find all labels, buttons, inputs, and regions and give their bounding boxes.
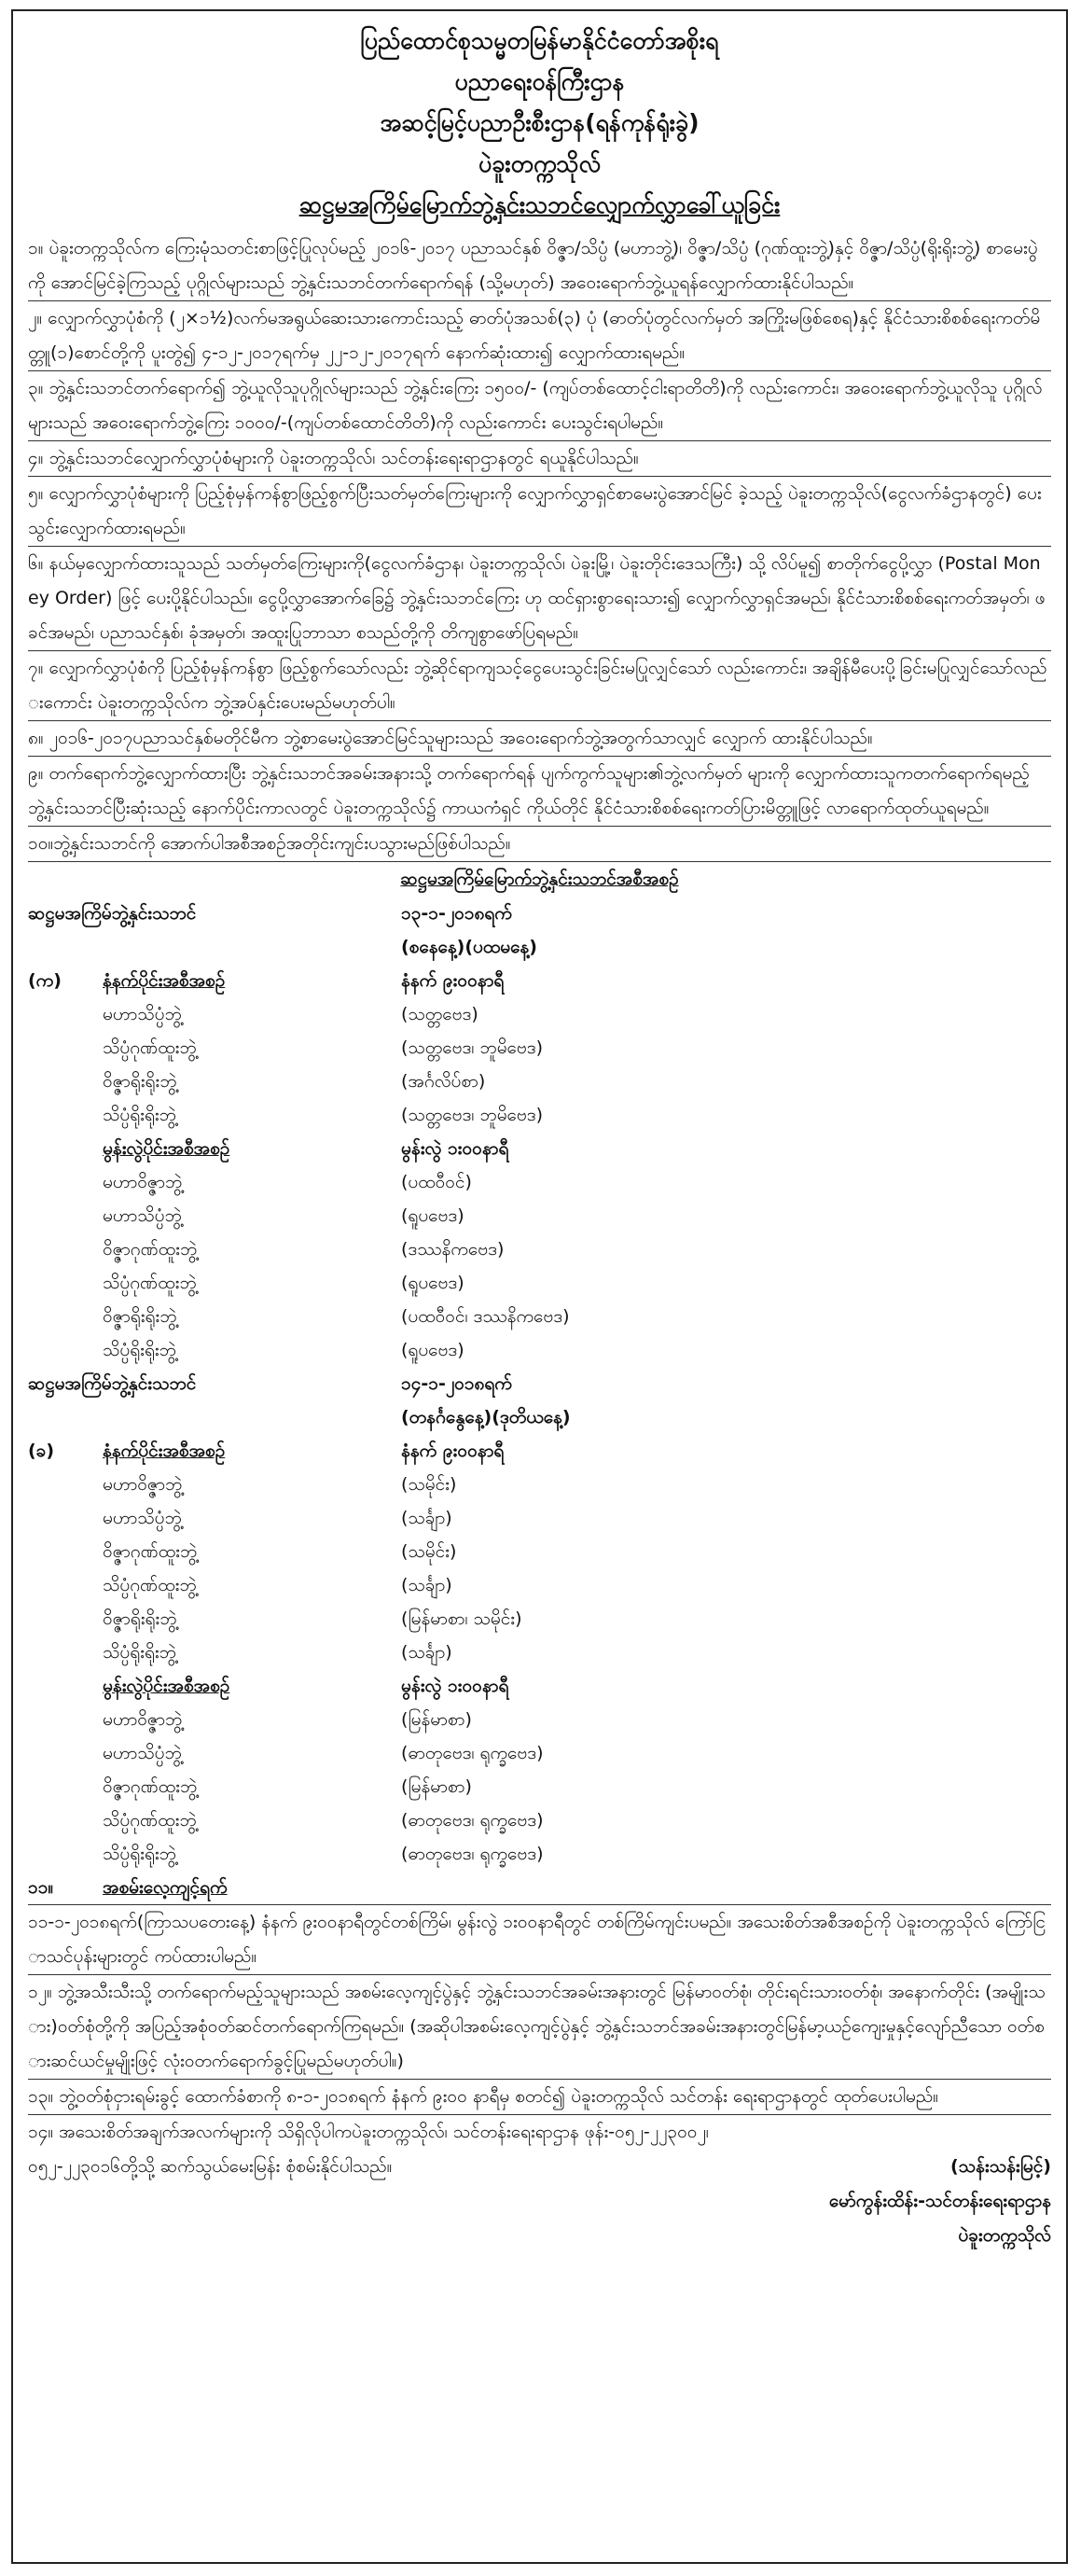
session-time: နံနက် ၉း၀၀နာရီ [401,1441,505,1461]
degree-name: ဝိဇ္ဇာဂုဏ်ထူးဘွဲ့ [103,1239,198,1260]
degree-subject: (အင်္ဂလိပ်စာ) [401,1071,486,1092]
degree-name: သိပ္ပံရိုးရိုးဘွဲ့ [103,1642,176,1663]
degree-row [28,1803,1051,1837]
degree-subject: (မြန်မာစာ) [401,1776,472,1797]
paragraph-7: ၇။ လျှောက်လွှာပုံစံကို ပြည့်စုံမှန်ကန်စွာ ဖြည့်စွက်သော်လည်း ဘွဲ့ဆိုင်ရာကျသင့်ငွေပေးသွင်းခြင်းမပြုလျှင်သော် လည်းကောင်း၊ အချိန်မီပေးပို့ခြင်းမပြုလျှင်သော်လည်းကောင်း ပဲခူးတက္ကသိုလ်က ဘွဲ့အပ်နှင်းပေးမည်မဟုတ်ပါ။ [28,651,1051,721]
degree-subject: (ပထဝီဝင်) [401,1172,472,1192]
notice-page [11,9,1068,2564]
session-name: မွန်းလွဲပိုင်းအစီအစဉ် [103,1138,230,1159]
rehearsal-heading [28,1871,1051,1905]
degree-row [28,1199,1051,1232]
degree-subject: (ရူပဗေဒ) [401,1340,464,1360]
degree-subject: (ရူပဗေဒ) [401,1273,464,1293]
contact-section [28,2115,1051,2184]
day-label: ဆဋ္ဌမအကြိမ်ဘွဲ့နှင်းသဘင် [28,1373,197,1394]
degree-row [28,1468,1051,1501]
degree-row [28,1333,1051,1367]
paragraph-8: ၈။ ၂၀၁၆-၂၀၁၇ပညာသင်နှစ်မတိုင်မီက ဘွဲ့စာမေးပွဲအောင်မြင်သူများသည် အဝေးရောက်ဘွဲ့အတွက်သာလျှင် လျှောက် ထားနိုင်ပါသည်။ [28,721,1051,757]
paragraph-6: ၆။ နယ်မှလျှောက်ထားသူသည် သတ်မှတ်ကြေးများကို(ငွေလက်ခံဌာန၊ ပဲခူးတက္ကသိုလ်၊ ပဲခူးမြို့၊ ပဲခူးတိုင်းဒေသကြီး) သို့ လိပ်မူ၍ စာတိုက်ငွေပို့လွှာ (Postal Money Order) ဖြင့် ပေးပို့နိုင်ပါသည်။ ငွေပို့လွှာအောက်ခြေ၌ ဘွဲ့နှင်းသဘင်ကြေး ဟု ထင်ရှားစွာရေးသား၍ လျှောက်လွှာရှင်အမည်၊ နိုင်ငံသားစိစစ်ရေးကတ်အမှတ်၊ ဖခင်အမည်၊ ပညာသင်နှစ်၊ ခုံအမှတ်၊ အထူးပြုဘာသာ စသည်တို့ကို တိကျစွာဖော်ပြရမည်။ [28,547,1051,651]
degree-row [28,1535,1051,1568]
degree-subject: (ဒဿနိကဗေဒ) [401,1239,505,1260]
session-number [28,1132,103,1165]
degree-subject: (သင်္ချာ) [401,1508,452,1528]
day-weekday: (တနင်္ဂနွေနေ့)(ဒုတိယနေ့) [401,1407,571,1427]
day-weekday: (စနေနေ့)(ပထမနေ့) [401,937,537,957]
degree-subject: (သတ္တဗေဒ) [401,1004,478,1024]
paragraph-list [28,231,1051,862]
schedule-day-2 [28,1367,1051,1400]
degree-row [28,1636,1051,1669]
rehearsal-label: အစမ်းလေ့ကျင့်ရက် [103,1877,228,1898]
degree-subject: (ပထဝီဝင်၊ ဒဿနိကဗေဒ) [401,1306,570,1327]
degree-row [28,1031,1051,1065]
degree-row [28,1065,1051,1098]
schedule-day-2-weekday [28,1400,1051,1434]
session-number: (ခ) [28,1441,55,1461]
paragraph-5: ၅။ လျှောက်လွှာပုံစံများကို ပြည့်စုံမှန်ကန်စွာဖြည့်စွက်ပြီးသတ်မှတ်ကြေးများကို လျှောက်လွှာရှင်စာမေးပွဲအောင်မြင် ခဲ့သည့် ပဲခူးတက္ကသိုလ်(ငွေလက်ခံဌာနတွင်) ပေးသွင်းလျှောက်ထားရမည်။ [28,477,1051,547]
degree-name: မဟာသိပ္ပံဘွဲ့ [103,1004,182,1024]
header-government: ပြည်ထောင်စုသမ္မတမြန်မာနိုင်ငံတော်အစိုးရ [360,27,719,54]
degree-row [28,1568,1051,1602]
degree-name: ဝိဇ္ဇာရိုးရိုးဘွဲ့ [103,1608,177,1629]
schedule [28,862,1051,1871]
degree-subject: (သတ္တဗေဒ၊ ဘူမိဗေဒ) [401,1105,544,1125]
signer-organization: ပဲခူးတက္ကသိုလ် [958,2225,1051,2246]
degree-name: သိပ္ပံရိုးရိုးဘွဲ့ [103,1340,176,1360]
degree-name: မဟာဝိဇ္ဇာဘွဲ့ [103,1474,183,1495]
paragraph-4: ၄။ ဘွဲ့နှင်းသဘင်လျှောက်လွှာပုံစံများကို ပဲခူးတက္ကသိုလ်၊ သင်တန်းရေးရာဌာနတွင် ရယူနိုင်ပါသည်။ [28,441,1051,477]
contact-line-1: ၁၄။ အသေးစိတ်အချက်အလက်များကို သိရှိလိုပါကပဲခူးတက္ကသိုလ်၊ သင်တန်းရေးရာဌာန ဖုန်း-၀၅၂-၂၂၃၀၀၂၊ [28,2122,709,2142]
rehearsal-text: ၁၁-၁-၂၀၁၈ရက်(ကြာသပတေးနေ့) နံနက် ၉း၀၀နာရီတွင်တစ်ကြိမ်၊ မွန်းလွဲ ၁း၀၀နာရီတွင် တစ်ကြိမ်ကျင်းပမည်။ အသေးစိတ်အစီအစဉ်ကို ပဲခူးတက္ကသိုလ် ကြော်ငြာသင်ပုန်းများတွင် ကပ်ထားပါမည်။ [28,1905,1051,1975]
paragraph-3: ၃။ ဘွဲ့နှင်းသဘင်တက်ရောက်၍ ဘွဲ့ယူလိုသူပုဂ္ဂိုလ်များသည် ဘွဲ့နှင်းကြေး ၁၅၀၀/- (ကျပ်တစ်ထောင့်ငါးရာတိတိ)ကို လည်းကောင်း၊ အဝေးရောက်ဘွဲ့ယူလိုသူ ပုဂ္ဂိုလ်များသည် အဝေးရောက်ဘွဲ့ကြေး ၁၀၀၀/-(ကျပ်တစ်ထောင်တိတိ)ကို လည်းကောင်း ပေးသွင်းရပါမည်။ [28,371,1051,441]
session-row [28,1669,1051,1703]
degree-row [28,1165,1051,1199]
degree-name: မဟာသိပ္ပံဘွဲ့ [103,1743,182,1763]
paragraph-1: ၁။ ပဲခူးတက္ကသိုလ်က ကြေးမုံသတင်းစာဖြင့်ပြုလုပ်မည့် ၂၀၁၆-၂၀၁၇ ပညာသင်နှစ် ဝိဇ္ဇာ/သိပ္ပံ (မဟာဘွဲ့)၊ ဝိဇ္ဇာ/သိပ္ပံ (ဂုဏ်ထူးဘွဲ့)နှင့် ဝိဇ္ဇာ/သိပ္ပံ(ရိုးရိုးဘွဲ့) စာမေးပွဲကို အောင်မြင်ခဲ့ကြသည့် ပုဂ္ဂိုလ်များသည် ဘွဲ့နှင်းသဘင်တက်ရောက်ရန် (သို့မဟုတ်) အဝေးရောက်ဘွဲ့ယူရန်လျှောက်ထားနိုင်ပါသည်။ [28,231,1051,301]
degree-row [28,1300,1051,1333]
degree-subject: (ရူပဗေဒ) [401,1205,464,1226]
degree-name: မဟာဝိဇ္ဇာဘွဲ့ [103,1172,183,1192]
degree-name: သိပ္ပံဂုဏ်ထူးဘွဲ့ [103,1810,197,1831]
degree-name: သိပ္ပံရိုးရိုးဘွဲ့ [103,1844,176,1864]
degree-row [28,1098,1051,1132]
contact-footer [28,2150,1051,2184]
day-label: ဆဋ္ဌမအကြိမ်ဘွဲ့နှင်းသဘင် [28,903,197,924]
session-row [28,1434,1051,1468]
paragraph-9: ၉။ တက်ရောက်ဘွဲ့လျှောက်ထားပြီး ဘွဲ့နှင်းသဘင်အခမ်းအနားသို့ တက်ရောက်ရန် ပျက်ကွက်သူများ၏ဘွဲ့လက်မှတ် များကို လျှောက်ထားသူကတက်ရောက်ရမည့် ဘွဲ့နှင်းသဘင်ပြီးဆုံးသည့် နောက်ပိုင်းကာလတွင် ပဲခူးတက္ကသိုလ်၌ ကာယကံရှင် ကိုယ်တိုင် နိုင်ငံသားစိစစ်ရေးကတ်ပြား‌မိတ္တူဖြင့် လာရောက်ထုတ်ယူရမည်။ [28,757,1051,827]
degree-name: သိပ္ပံရိုးရိုးဘွဲ့ [103,1105,176,1125]
degree-name: သိပ္ပံဂုဏ်ထူးဘွဲ့ [103,1037,197,1058]
degree-subject: (ဓာတုဗေဒ၊ ရုက္ခဗေဒ) [401,1810,544,1831]
degree-name: မဟာဝိဇ္ဇာဘွဲ့ [103,1709,183,1730]
degree-name: သိပ္ပံဂုဏ်ထူးဘွဲ့ [103,1273,197,1293]
day-date: ၁၃-၁-၂၀၁၈ရက် [401,903,512,924]
contact-line-2: ၀၅၂-၂၂၃၀၁၆တို့သို့ ဆက်သွယ်မေးမြန်း စုံစမ်းနိုင်ပါသည်။ [28,2156,393,2177]
day-date: ၁၄-၁-၂၀၁၈ရက် [401,1373,512,1394]
paragraph-12: ၁၂။ ဘွဲ့အသီးသီးသို့ တက်ရောက်မည့်သူများသည် အစမ်းလေ့ကျင့်ပွဲနှင့် ဘွဲ့နှင်းသဘင်အခမ်းအနားတွင် မြန်မာဝတ်စုံ၊ တိုင်းရင်းသားဝတ်စုံ၊ အနောက်တိုင်း (အမျိုးသား)ဝတ်စုံတို့ကို အပြည့်အစုံဝတ်ဆင်တက်ရောက်ကြရမည်။ (အဆိုပါအစမ်းလေ့ကျင့်ပွဲနှင့် ဘွဲ့နှင်းသဘင်အခမ်းအနားတွင်မြန်မာ့ယဉ်ကျေးမှုနှင့်လျော်ညီသော ဝတ်စားဆင်ယင်မှုမျိုးဖြင့် လုံးဝတက်ရောက်ခွင့်ပြုမည်မဟုတ်ပါ။) [28,1975,1051,2080]
header-ministry: ပညာရေးဝန်ကြီးဌာန [454,68,625,95]
degree-name: ဝိဇ္ဇာရိုးရိုးဘွဲ့ [103,1071,177,1092]
rehearsal-section [28,1871,1051,1975]
degree-row [28,1232,1051,1266]
signer-name: (သန်းသန်းမြင့်) [949,2156,1051,2177]
rehearsal-number: ၁၁။ [28,1877,54,1898]
degree-subject: (သတ္တဗေဒ၊ ဘူမိဗေဒ) [401,1037,544,1058]
degree-subject: (ဓာတုဗေဒ၊ ရုက္ခဗေဒ) [401,1743,544,1763]
degree-row [28,1602,1051,1636]
paragraph-10: ၁၀။ဘွဲ့နှင်းသဘင်ကို အောက်ပါအစီအစဉ်အတိုင်းကျင်းပသွားမည်ဖြစ်ပါသည်။ [28,827,1051,862]
notice-title: ဆဋ္ဌမအကြိမ်မြောက်ဘွဲ့နှင်းသဘင်လျှောက်လွှာခေါ်ယူခြင်း [298,191,781,218]
paragraph-2: ၂။ လျှောက်လွှာပုံစံကို (၂×၁½)လက်မအရွယ်ဆေးသားကောင်းသည့် ဓာတ်ပုံအသစ်(၃) ပုံ (ဓာတ်ပုံတွင်လက်မှတ် အကြိုးမဖြစ်စေရ)နှင့် နိုင်ငံသားစိစစ်ရေးကတ်မိတ္တူ(၁)စောင်တို့ကို ပူးတွဲ၍ ၄-၁၂-၂၀၁၇ရက်မှ ၂၂-၁၂-၂၀၁၇ရက် နောက်ဆုံးထား၍ လျှောက်ထားရမည်။ [28,301,1051,371]
session-time: မွန်းလွဲ ၁း၀၀နာရီ [401,1138,509,1159]
schedule-day-1 [28,897,1051,930]
degree-name: သိပ္ပံဂုဏ်ထူးဘွဲ့ [103,1575,197,1595]
degree-row [28,1770,1051,1803]
session-row [28,1132,1051,1165]
session-name: နံနက်ပိုင်းအစီအစဉ် [103,970,226,991]
degree-subject: (မြန်မာစာ) [401,1709,472,1730]
degree-name: ဝိဇ္ဇာရိုးရိုးဘွဲ့ [103,1306,177,1327]
header-department: အဆင့်မြင့်ပညာဦးစီးဌာန(ရန်ကုန်ရုံးခွဲ) [380,109,700,136]
degree-name: ဝိဇ္ဇာဂုဏ်ထူးဘွဲ့ [103,1776,198,1797]
session-row [28,964,1051,997]
session-name: နံနက်ပိုင်းအစီအစဉ် [103,1441,226,1461]
degree-subject: (သင်္ချာ) [401,1575,452,1595]
schedule-day-1-weekday [28,930,1051,964]
signer-role: မော်ကွန်းထိန်း-သင်တန်းရေးရာဌာန [828,2191,1051,2211]
degree-row [28,1736,1051,1770]
degree-row [28,1266,1051,1300]
session-number [28,1669,103,1703]
degree-row [28,997,1051,1031]
header-university: ပဲခူးတက္ကသိုလ် [478,150,602,177]
session-name: မွန်းလွဲပိုင်းအစီအစဉ် [103,1676,230,1696]
session-number: (က) [28,970,62,991]
degree-name: မဟာသိပ္ပံဘွဲ့ [103,1508,182,1528]
degree-subject: (ဓာတုဗေဒ၊ ရုက္ခဗေဒ) [401,1844,544,1864]
session-time: မွန်းလွဲ ၁း၀၀နာရီ [401,1676,509,1696]
degree-name: ဝိဇ္ဇာဂုဏ်ထူးဘွဲ့ [103,1541,198,1562]
degree-row [28,1703,1051,1736]
degree-subject: (သမိုင်း) [401,1474,457,1495]
degree-subject: (သင်္ချာ) [401,1642,452,1663]
paragraph-13: ၁၃။ ဘွဲ့ဝတ်စုံငှားရမ်းခွင့် ထောက်ခံစာကို ၈-၁-၂၀၁၈ရက် နံနက် ၉း၀၀ နာရီမှ စတင်၍ ပဲခူးတက္ကသိုလ် သင်တန်း ရေးရာဌာနတွင် ထုတ်ပေးပါမည်။ [28,2080,1051,2115]
degree-name: မဟာသိပ္ပံဘွဲ့ [103,1205,182,1226]
degree-subject: (သမိုင်း) [401,1541,457,1562]
degree-subject: (မြန်မာစာ၊ သမိုင်း) [401,1608,522,1629]
degree-row [28,1501,1051,1535]
session-time: နံနက် ၉း၀၀နာရီ [401,970,505,991]
schedule-title: ဆဋ္ဌမအကြိမ်မြောက်ဘွဲ့နှင်းသဘင်အစီအစဉ် [400,869,679,889]
degree-row [28,1837,1051,1871]
